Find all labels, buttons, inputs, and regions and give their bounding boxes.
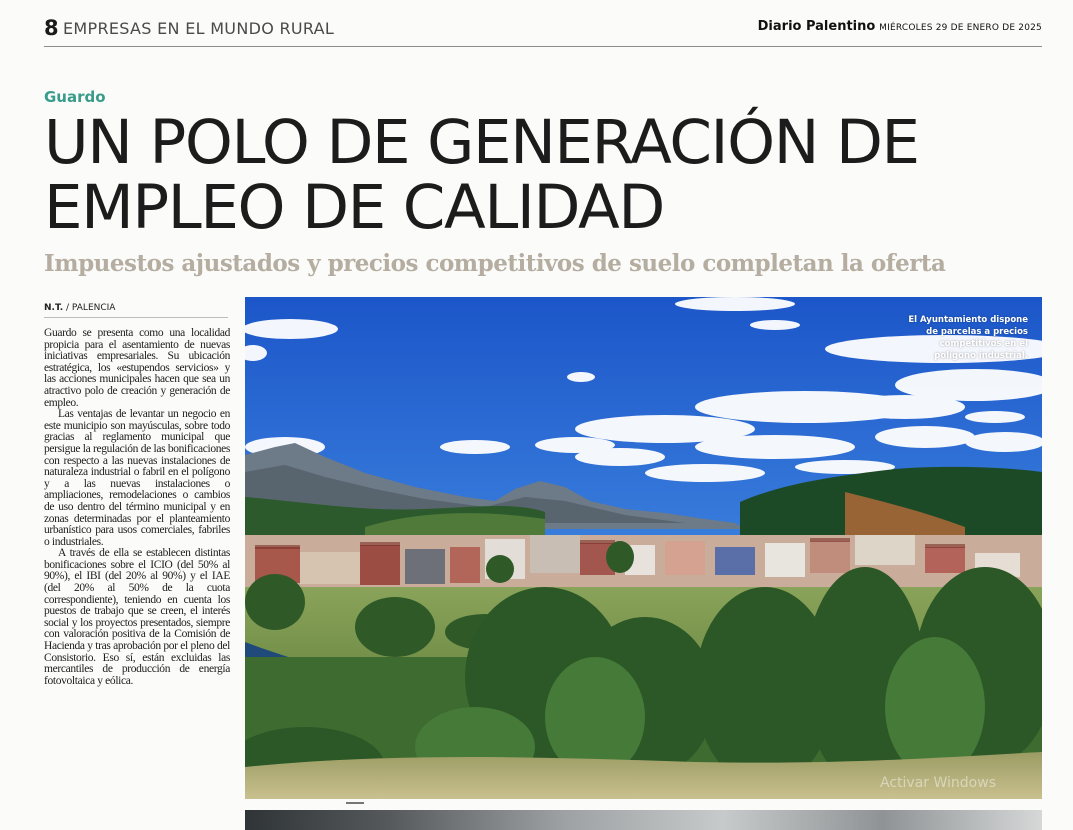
body-paragraph: A través de ella se establecen distintas bonificaciones sobre el ICIO (del 50% al 90%), el IBI (del 20% al 90%) y el IAE (del 20% al 50% de la cuota correspondiente), teniendo en cuenta los puestos de trabajo que se creen, el interés social y los proyectos presentados, siempre con valoración positiva de la Comisión de Hacienda y tras aprobación por el pleno del Consistorio. Eso sí, están excluidas las mercantiles de producción de energía fotovoltaica y eólica. <box>44 547 230 687</box>
divider-icon <box>346 802 364 808</box>
photo-caption: El Ayuntamiento dispone de parcelas a precios competitivos en el polígono industrial. <box>908 315 1028 361</box>
article-headline <box>44 107 1044 243</box>
headline-line-2: EMPLEO DE CALIDAD <box>44 172 664 243</box>
headline-line-1: UN POLO DE GENERACIÓN DE <box>44 107 919 178</box>
article-photo <box>245 297 1042 799</box>
body-paragraph: Las ventajas de levantar un negocio en este municipio son mayúsculas, sobre todo gracias al reglamento municipal que persigue la regulación de las bonificaciones con respecto a las nuevas instalaciones de naturaleza industrial o fabril en el polígono y a las nuevas instalaciones o ampliaciones, remodelaciones o cambios de uso dentro del término municipal y en zonas determinadas por el planteamiento urbanístico para usos comerciales, fabriles o industriales. <box>44 408 230 548</box>
byline-author: N.T. <box>44 303 64 313</box>
issue-date: MIÉRCOLES 29 DE ENERO DE 2025 <box>879 23 1042 33</box>
masthead <box>758 19 1042 34</box>
byline <box>44 303 228 318</box>
section-title: EMPRESAS EN EL MUNDO RURAL <box>63 19 335 38</box>
page-header <box>44 16 1042 47</box>
second-photo-strip <box>245 810 1042 830</box>
article-kicker: Guardo <box>44 88 106 106</box>
page-number: 8 <box>44 16 59 40</box>
article-body <box>44 328 230 830</box>
byline-place: / PALENCIA <box>66 303 116 313</box>
activation-watermark: Activar Windows <box>880 775 996 791</box>
body-paragraph: Guardo se presenta como una localidad propicia para el asentamiento de nuevas iniciativas empresariales. Su ubicación estratégica, los «estupendos servicios» y las acciones municipales hacen que sea un atractivo polo de creación y generación de empleo. <box>44 328 230 409</box>
newspaper-name: Diario Palentino <box>757 19 876 34</box>
landscape-illustration <box>245 297 1042 799</box>
article-subhead: Impuestos ajustados y precios competitivos de suelo completan la oferta <box>44 250 946 277</box>
